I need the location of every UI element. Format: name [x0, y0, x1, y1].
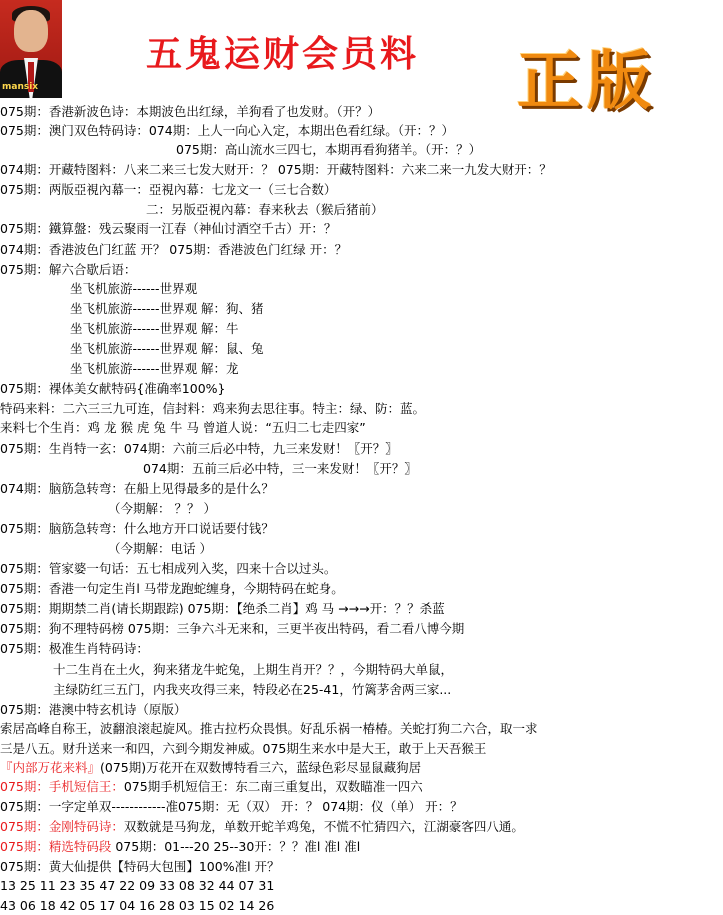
line-text: 074期：开藏特图料：八来二来三七发大财开：？ 075期：开藏特图料：六来二来一九发大财开：？	[0, 162, 552, 177]
line-label-red: 『内部万花来料』	[0, 760, 101, 775]
text-line	[0, 560, 336, 578]
line-text: 来料七个生肖：鸡 龙 猴 虎 兔 牛 马 曾道人说：“五归二七走四家”	[0, 420, 366, 435]
text-line	[0, 778, 423, 796]
text-line	[0, 161, 552, 179]
line-text: 074期：脑筋急转弯：在船上见得最多的是什么？	[0, 481, 274, 496]
line-text: 075期手机短信王：东二南三重复出，双数瞄准一四六	[123, 779, 423, 794]
text-line	[0, 858, 280, 876]
text-line	[53, 661, 453, 679]
line-text: 主绿防红三五门，内我夹攻得三来，特段必在25-41，竹篱茅舍两三家...	[53, 682, 452, 697]
line-text: 075期：港澳中特玄机诗（原版）	[0, 702, 187, 717]
line-text: 075期：01---20 25--30开：？？准l 准l 准l	[111, 839, 361, 854]
text-line	[0, 600, 445, 618]
text-line	[70, 300, 264, 318]
line-text: 075期：期期禁二肖(请长期跟踪) 075期：【绝杀二肖】鸡 马 →→→开：？？杀蓝	[0, 601, 445, 616]
text-line	[0, 261, 136, 279]
text-line	[0, 701, 186, 719]
line-text: 075期：管家婆一句话：五七相成列入奖，四来十合以过头。	[0, 561, 337, 576]
text-line	[143, 460, 417, 478]
text-line	[0, 181, 336, 199]
line-text: 坐飞机旅游------世界观 解：鼠、兔	[70, 341, 264, 356]
text-line	[70, 280, 197, 298]
line-text: 坐飞机旅游------世界观 解：牛	[70, 321, 239, 336]
text-line	[0, 818, 524, 836]
line-text: 074期：五前三后必中特，三一来发财！〖开？〗	[143, 461, 417, 476]
text-line	[0, 241, 347, 259]
text-line	[0, 103, 380, 121]
text-line	[0, 838, 360, 856]
line-text: 075期：裸体美女献特码{准确率100%}	[0, 381, 226, 396]
page-title: 五鬼运财会员料	[146, 33, 420, 75]
text-line	[70, 320, 239, 338]
line-text: 075期：鐵算盤：残云聚雨一江春（神仙讨酒空千古）开：？	[0, 221, 337, 236]
line-text: 074期：香港波色门红蓝 开？ 075期：香港波色门红绿 开：？	[0, 242, 348, 257]
line-text: 075期：澳门双色特码诗：074期：上人一向心入定，本期出色看红绿。（开：？）	[0, 123, 454, 138]
line-text: 075期：高山流水三四七，本期再看狗猪羊。（开：？）	[176, 142, 482, 157]
text-line	[0, 419, 366, 437]
text-line	[0, 122, 454, 140]
line-text: 索居高峰自称王，波翻浪滚起旋风。推古拉朽众畏惧。好乱乐祸一椿椿。关蛇打狗二六合，取一求	[0, 721, 538, 736]
text-line	[0, 580, 344, 598]
line-label-red: 075期：金刚特码诗：	[0, 819, 124, 834]
text-line	[0, 798, 463, 816]
line-text: 13 25 11 23 35 47 22 09 33 08 32 44 07 31	[0, 878, 275, 893]
authentic-stamp: 正版	[517, 45, 657, 119]
text-line	[0, 620, 464, 638]
text-line	[0, 220, 336, 238]
line-text: 075期：一字定单双------------准075期：无（双） 开：？ 074期：仪（单） 开：？	[0, 799, 463, 814]
text-line	[108, 500, 216, 518]
text-line	[70, 360, 239, 378]
text-line	[0, 380, 226, 398]
line-text: 075期：香港一句定生肖l 马带龙跑蛇缠身，今期特码在蛇身。	[0, 581, 344, 596]
line-text: 43 06 18 42 05 17 04 16 28 03 15 02 14 26	[0, 898, 275, 913]
line-text: 坐飞机旅游------世界观 解：龙	[70, 361, 239, 376]
text-line	[0, 400, 425, 418]
line-text: 075期：极准生肖特码诗：	[0, 641, 149, 656]
text-line	[0, 740, 486, 758]
text-line	[0, 877, 274, 895]
text-line	[0, 897, 274, 915]
text-line	[0, 759, 421, 777]
line-text: (075期)万花开在双数博特看三六，蓝绿色彩尽显鼠藏狗居	[100, 760, 422, 775]
avatar-face	[14, 10, 48, 52]
text-line	[0, 440, 398, 458]
line-text: 三是八五。财升送来一和四，六到今期发神威。075期生来水中是大王，敢于上天吾猴王	[0, 741, 487, 756]
line-text: 075期：狗不理特码榜 075期：三争六斗无来和，三更半夜出特码，看二看八博今期	[0, 621, 465, 636]
text-line	[0, 520, 274, 538]
line-text: （今期解：电话 ）	[108, 541, 212, 556]
avatar	[0, 0, 62, 98]
line-text: （今期解： ？？ ）	[108, 501, 216, 516]
line-text: 特码来料：二六三三九可连，信封料：鸡来狗去思往事。特主：绿、防：蓝。	[0, 401, 426, 416]
text-line	[176, 141, 481, 159]
line-text: 075期：脑筋急转弯：什么地方开口说话要付钱？	[0, 521, 274, 536]
line-text: 075期：香港新波色诗：本期波色出红绿，羊狗看了也发财。（开？）	[0, 104, 381, 119]
line-text: 坐飞机旅游------世界观 解：狗、猪	[70, 301, 264, 316]
text-line	[70, 340, 264, 358]
line-text: 075期：两版亞視內幕一：亞視內幕：七龙文一（三七合数）	[0, 182, 337, 197]
line-text: 坐飞机旅游------世界观	[70, 281, 198, 296]
line-text: 双数就是马狗龙，单数开蛇羊鸡兔，不慌不忙猜四六，江湖豪客四八通。	[123, 819, 524, 834]
line-text: 075期：解六合歇后语：	[0, 262, 137, 277]
text-line	[108, 540, 212, 558]
photo-watermark: mansix	[2, 82, 39, 92]
line-text: 十二生肖在土火，狗来猪龙牛蛇兔，上期生肖开？？，今期特码大单鼠，	[53, 662, 454, 677]
text-line	[0, 640, 149, 658]
text-line	[53, 681, 451, 699]
text-line	[0, 480, 274, 498]
line-label-red: 075期：手机短信王：	[0, 779, 124, 794]
text-line	[0, 720, 538, 738]
line-label-red: 075期：精选特码段	[0, 839, 112, 854]
text-line	[146, 201, 384, 219]
line-text: 075期：生肖特一玄：074期：六前三后必中特，九三来发财！〖开？〗	[0, 441, 398, 456]
line-text: 二：另版亞視內幕：春来秋去（猴后猪前）	[146, 202, 384, 217]
line-text: 075期：黄大仙提供【特码大包围】100%准l 开？	[0, 859, 280, 874]
